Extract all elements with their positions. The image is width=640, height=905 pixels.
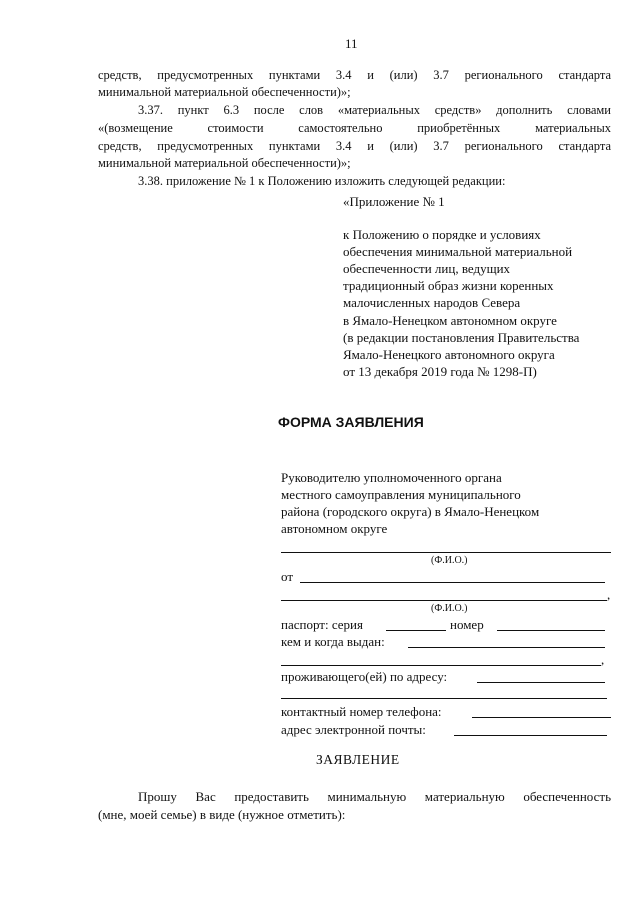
phone-label: контактный номер телефона: [281, 704, 442, 719]
form-title: ФОРМА ЗАЯВЛЕНИЯ [278, 414, 424, 430]
paragraph-line: 3.38. приложение № 1 к Положению изложить следующей редакции: [138, 174, 506, 188]
passport-number-input[interactable] [497, 630, 605, 631]
addressee-line: района (городского округа) в Ямало-Ненецком [281, 504, 540, 519]
phone-input[interactable] [472, 717, 611, 718]
fio-input-2[interactable] [281, 600, 607, 601]
paragraph-line: средств, предусмотренных пунктами 3.4 и (или) 3.7 регионального стандарта [98, 68, 611, 82]
appendix-line: в Ямало-Ненецком автономном округе [343, 313, 557, 328]
email-input[interactable] [454, 735, 607, 736]
appendix-title: «Приложение № 1 [343, 194, 445, 209]
appendix-line: традиционный образ жизни коренных [343, 278, 554, 293]
fio-caption: (Ф.И.О.) [431, 555, 468, 566]
issued-label: кем и когда выдан: [281, 634, 385, 649]
appendix-line: от 13 декабря 2019 года № 1298-П) [343, 364, 537, 379]
paragraph-line: средств, предусмотренных пунктами 3.4 и (или) 3.7 регионального стандарта [98, 139, 611, 153]
from-label: от [281, 569, 294, 584]
request-line: Прошу Вас предоставить минимальную материальную обеспеченность [138, 789, 611, 804]
email-label: адрес электронной почты: [281, 722, 426, 737]
comma: , [601, 652, 605, 667]
request-line: (мне, моей семье) в виде (нужное отметить): [98, 807, 346, 822]
appendix-line: обеспечения минимальной материальной [343, 244, 573, 259]
fio-line[interactable] [281, 552, 611, 553]
issued-input-2[interactable] [281, 665, 601, 666]
appendix-line: к Положению о порядке и условиях [343, 227, 541, 242]
page-number: 11 [345, 36, 358, 51]
appendix-line: (в редакции постановления Правительства [343, 330, 580, 345]
appendix-line: Ямало-Ненецкого автономного округа [343, 347, 555, 362]
issued-input[interactable] [408, 647, 605, 648]
address-input[interactable] [477, 682, 605, 683]
appendix-line: обеспеченности лиц, ведущих [343, 261, 511, 276]
passport-number-label: номер [450, 617, 484, 632]
appendix-line: малочисленных народов Севера [343, 295, 521, 310]
address-input-2[interactable] [281, 698, 607, 699]
paragraph-line: минимальной материальной обеспеченности)»; [98, 156, 351, 170]
statement-heading: ЗАЯВЛЕНИЕ [316, 752, 400, 767]
paragraph-line: «(возмещение стоимости самостоятельно приобретённых материальных [98, 121, 611, 135]
addressee-line: Руководителю уполномоченного органа [281, 470, 502, 485]
from-input[interactable] [300, 582, 605, 583]
addressee-line: автономном округе [281, 521, 388, 536]
residing-label: проживающего(ей) по адресу: [281, 669, 448, 684]
paragraph-line: 3.37. пункт 6.3 после слов «материальных средств» дополнить словами [138, 103, 611, 117]
fio-caption: (Ф.И.О.) [431, 603, 468, 614]
comma: , [607, 587, 611, 602]
passport-series-label: паспорт: серия [281, 617, 363, 632]
addressee-line: местного самоуправления муниципального [281, 487, 521, 502]
passport-series-input[interactable] [386, 630, 446, 631]
paragraph-line: минимальной материальной обеспеченности)»; [98, 85, 351, 99]
